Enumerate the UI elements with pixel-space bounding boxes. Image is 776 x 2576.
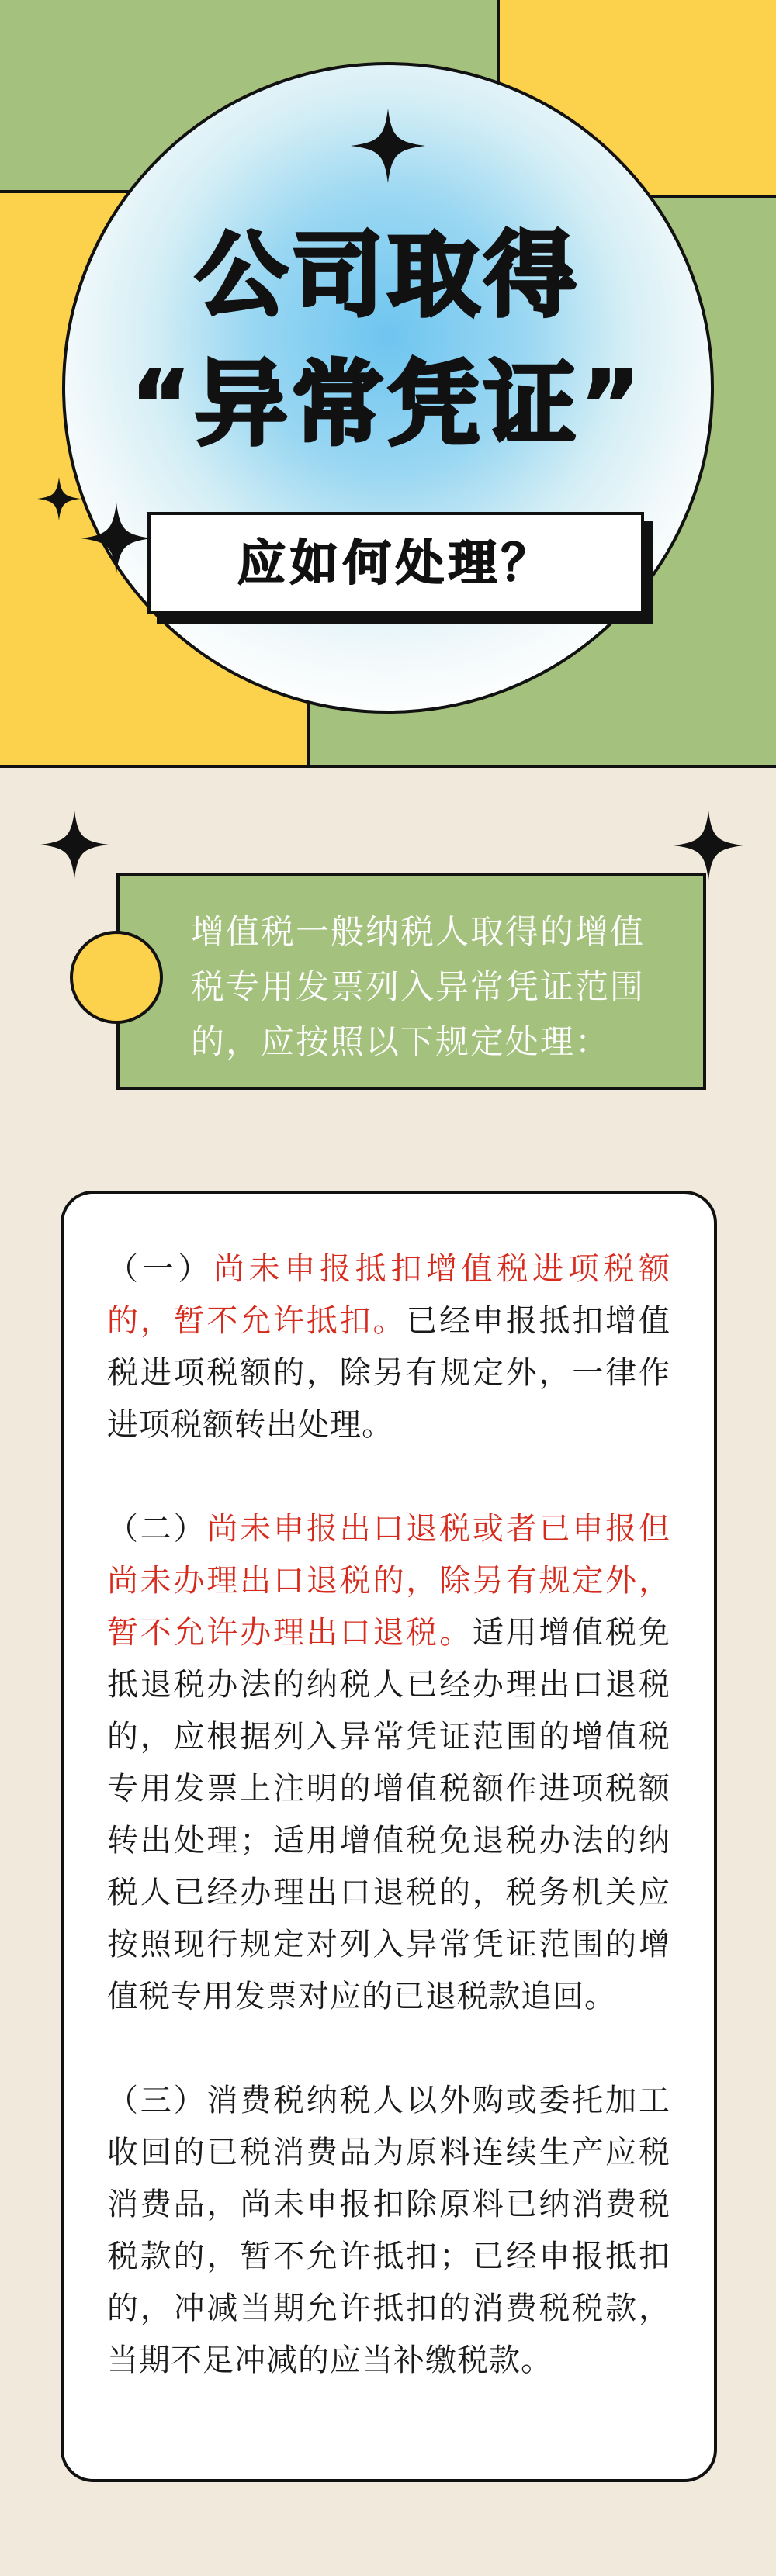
rules-card: [61, 1191, 717, 2482]
rule-item: [107, 1243, 670, 1451]
rule-highlight: 尚未申报抵扣增值税进项税额的，暂不允许抵扣。: [107, 1251, 670, 1339]
hero-title-line2: [0, 351, 776, 458]
hero-title-line1: 公司取得: [195, 222, 580, 329]
rule-number: （三）: [107, 2083, 207, 2118]
sparkle-icon: [351, 109, 425, 183]
rule-highlight: 尚未申报出口退税或者已申报但尚未办理出口退税的，除另有规定外，暂不允许办理出口退税。: [107, 1511, 670, 1651]
sparkle-icon: [40, 811, 109, 879]
sparkle-icon: [81, 503, 152, 574]
rule-number: （二）: [107, 1511, 207, 1547]
hero-title-close-quote: ”: [580, 351, 646, 458]
hero-title-open-quote: “: [130, 351, 196, 458]
rule-text: 已经申报抵扣增值税进项税额的，除另有规定外，一律作进项税额转出处理。: [107, 1303, 670, 1443]
rule-number: （一）: [107, 1251, 213, 1287]
hero-subtitle: 应如何处理？: [147, 512, 644, 614]
intro-card: [116, 873, 706, 1090]
rule-text: 消费税纳税人以外购或委托加工收回的已税消费品为原料连续生产应税消费品，尚未申报扣除原料已纳消费税税款的，暂不允许抵扣；已经申报抵扣的，冲减当期允许抵扣的消费税税款，当期不足冲减的应当补缴税款。: [107, 2083, 670, 2378]
intro-text: 增值税一般纳税人取得的增值税专用发票列入异常凭证范围的，应按照以下规定处理：: [191, 913, 645, 1062]
rule-text: 适用增值税免抵退税办法的纳税人已经办理出口退税的，应根据列入异常凭证范围的增值税专用发票上注明的增值税额作进项税额转出处理；适用增值税免退税办法的纳税人已经办理出口退税的，税务机关应按照现行规定对列入异常凭证范围的增值税专用发票对应的已退税款追回。: [107, 1615, 670, 2014]
intro-decor-circle: [70, 931, 163, 1024]
hero-title-keyword: 异常凭证: [195, 351, 580, 458]
rule-item: [107, 2075, 670, 2387]
sparkle-icon: [674, 811, 743, 880]
rule-item: [107, 1503, 670, 2023]
hero-banner: [0, 0, 776, 768]
sparkle-icon: [37, 477, 81, 520]
